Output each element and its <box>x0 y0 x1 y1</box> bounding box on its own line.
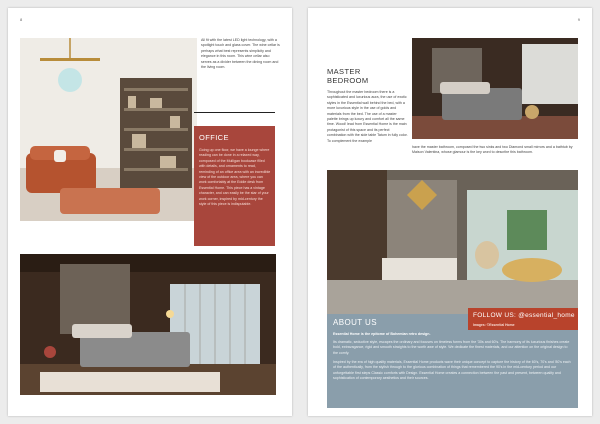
page-number: 8 <box>20 17 23 22</box>
image-credit: Images: ©Essential Home <box>473 323 515 327</box>
right-page <box>308 8 592 416</box>
about-paragraph-2: Inspired by the era of high quality materials, Essential Home products wave their unique concept to capture the history of the 60's, 70's and '80's each of the authentically, from the stylish through to the glorious combination of things that remembered the 90's in the mid-century period and our unforgettable first steps Classic comforts with Design. Essential Home creates a connection between the past and present, between quality and sophistication of contemporary aesthetics and their sources. <box>333 360 571 381</box>
master-heading-line1: MASTER <box>327 67 361 76</box>
master-paragraph: Throughout the master bedroom there is a sophisticated and luxurious aura, the use of exotic styles in the Essential wall behind the bed, with a more luxurious style in the use of golds and materials from the bed. The use of a master palette brings up luxury and comfort all the same time. Wood! lead from Essential Home is the main protagonist of this space and its perfect combination with the side table Tatum in fully color. To complement the example <box>327 90 408 143</box>
living-room-photo <box>20 38 197 221</box>
master-bedroom-photo <box>412 38 578 139</box>
office-paragraph: Going up one floor, we have a lounge where reading can be done in a relaxed way, composed of the Mulligan bookcase filled with details, and ornaments to read, reminding of an office area with an incredible view of the outdoor area, where you can work comfortably at the Eddie desk from Essential Home. This piece has a vintage character, and can easily be the star of your work corner, inspired by mid-century the style of this piece is indisputable. <box>199 148 271 207</box>
about-paragraph-1: Its dramatic, seductive style, escapes the ordinary and focuses on timeless forms from the '30s and 60's. The harmony of its luxurious finishes create bold, extravagance, rigid and smooth straights to the worth awe of style. We dedicate the finest materials, and our attention on the original design to the comfy. <box>333 340 570 355</box>
office-box <box>194 126 275 246</box>
follow-us-banner <box>468 308 578 330</box>
office-heading: OFFICE <box>199 133 229 142</box>
divider <box>194 112 275 113</box>
bathroom-photo <box>327 170 578 330</box>
left-page <box>8 8 292 416</box>
bathroom-caption: have the master bathroom, composed the two sinks and two Diamond small mirrors and a bathtub by Maison Valentina, whose glamour is the key word to describe this bathroom. <box>412 145 573 155</box>
about-heading: ABOUT US <box>333 318 377 327</box>
page-number: 9 <box>577 17 580 22</box>
about-lead: Essential Home is the epitome of Bohemian retro design. <box>333 332 431 336</box>
bedroom-photo <box>20 254 276 395</box>
intro-paragraph: All fit with the latest LED light technology, with a spotlight touch and glass cover. The wine cellar is perhaps what best represents simplicity and elegance in this room. This wine cellar also serves as a divider between the dining room and the living room. <box>201 38 280 70</box>
master-heading-line2: BEDROOM <box>327 76 369 85</box>
follow-title[interactable]: FOLLOW US: @essential_home <box>473 312 575 319</box>
